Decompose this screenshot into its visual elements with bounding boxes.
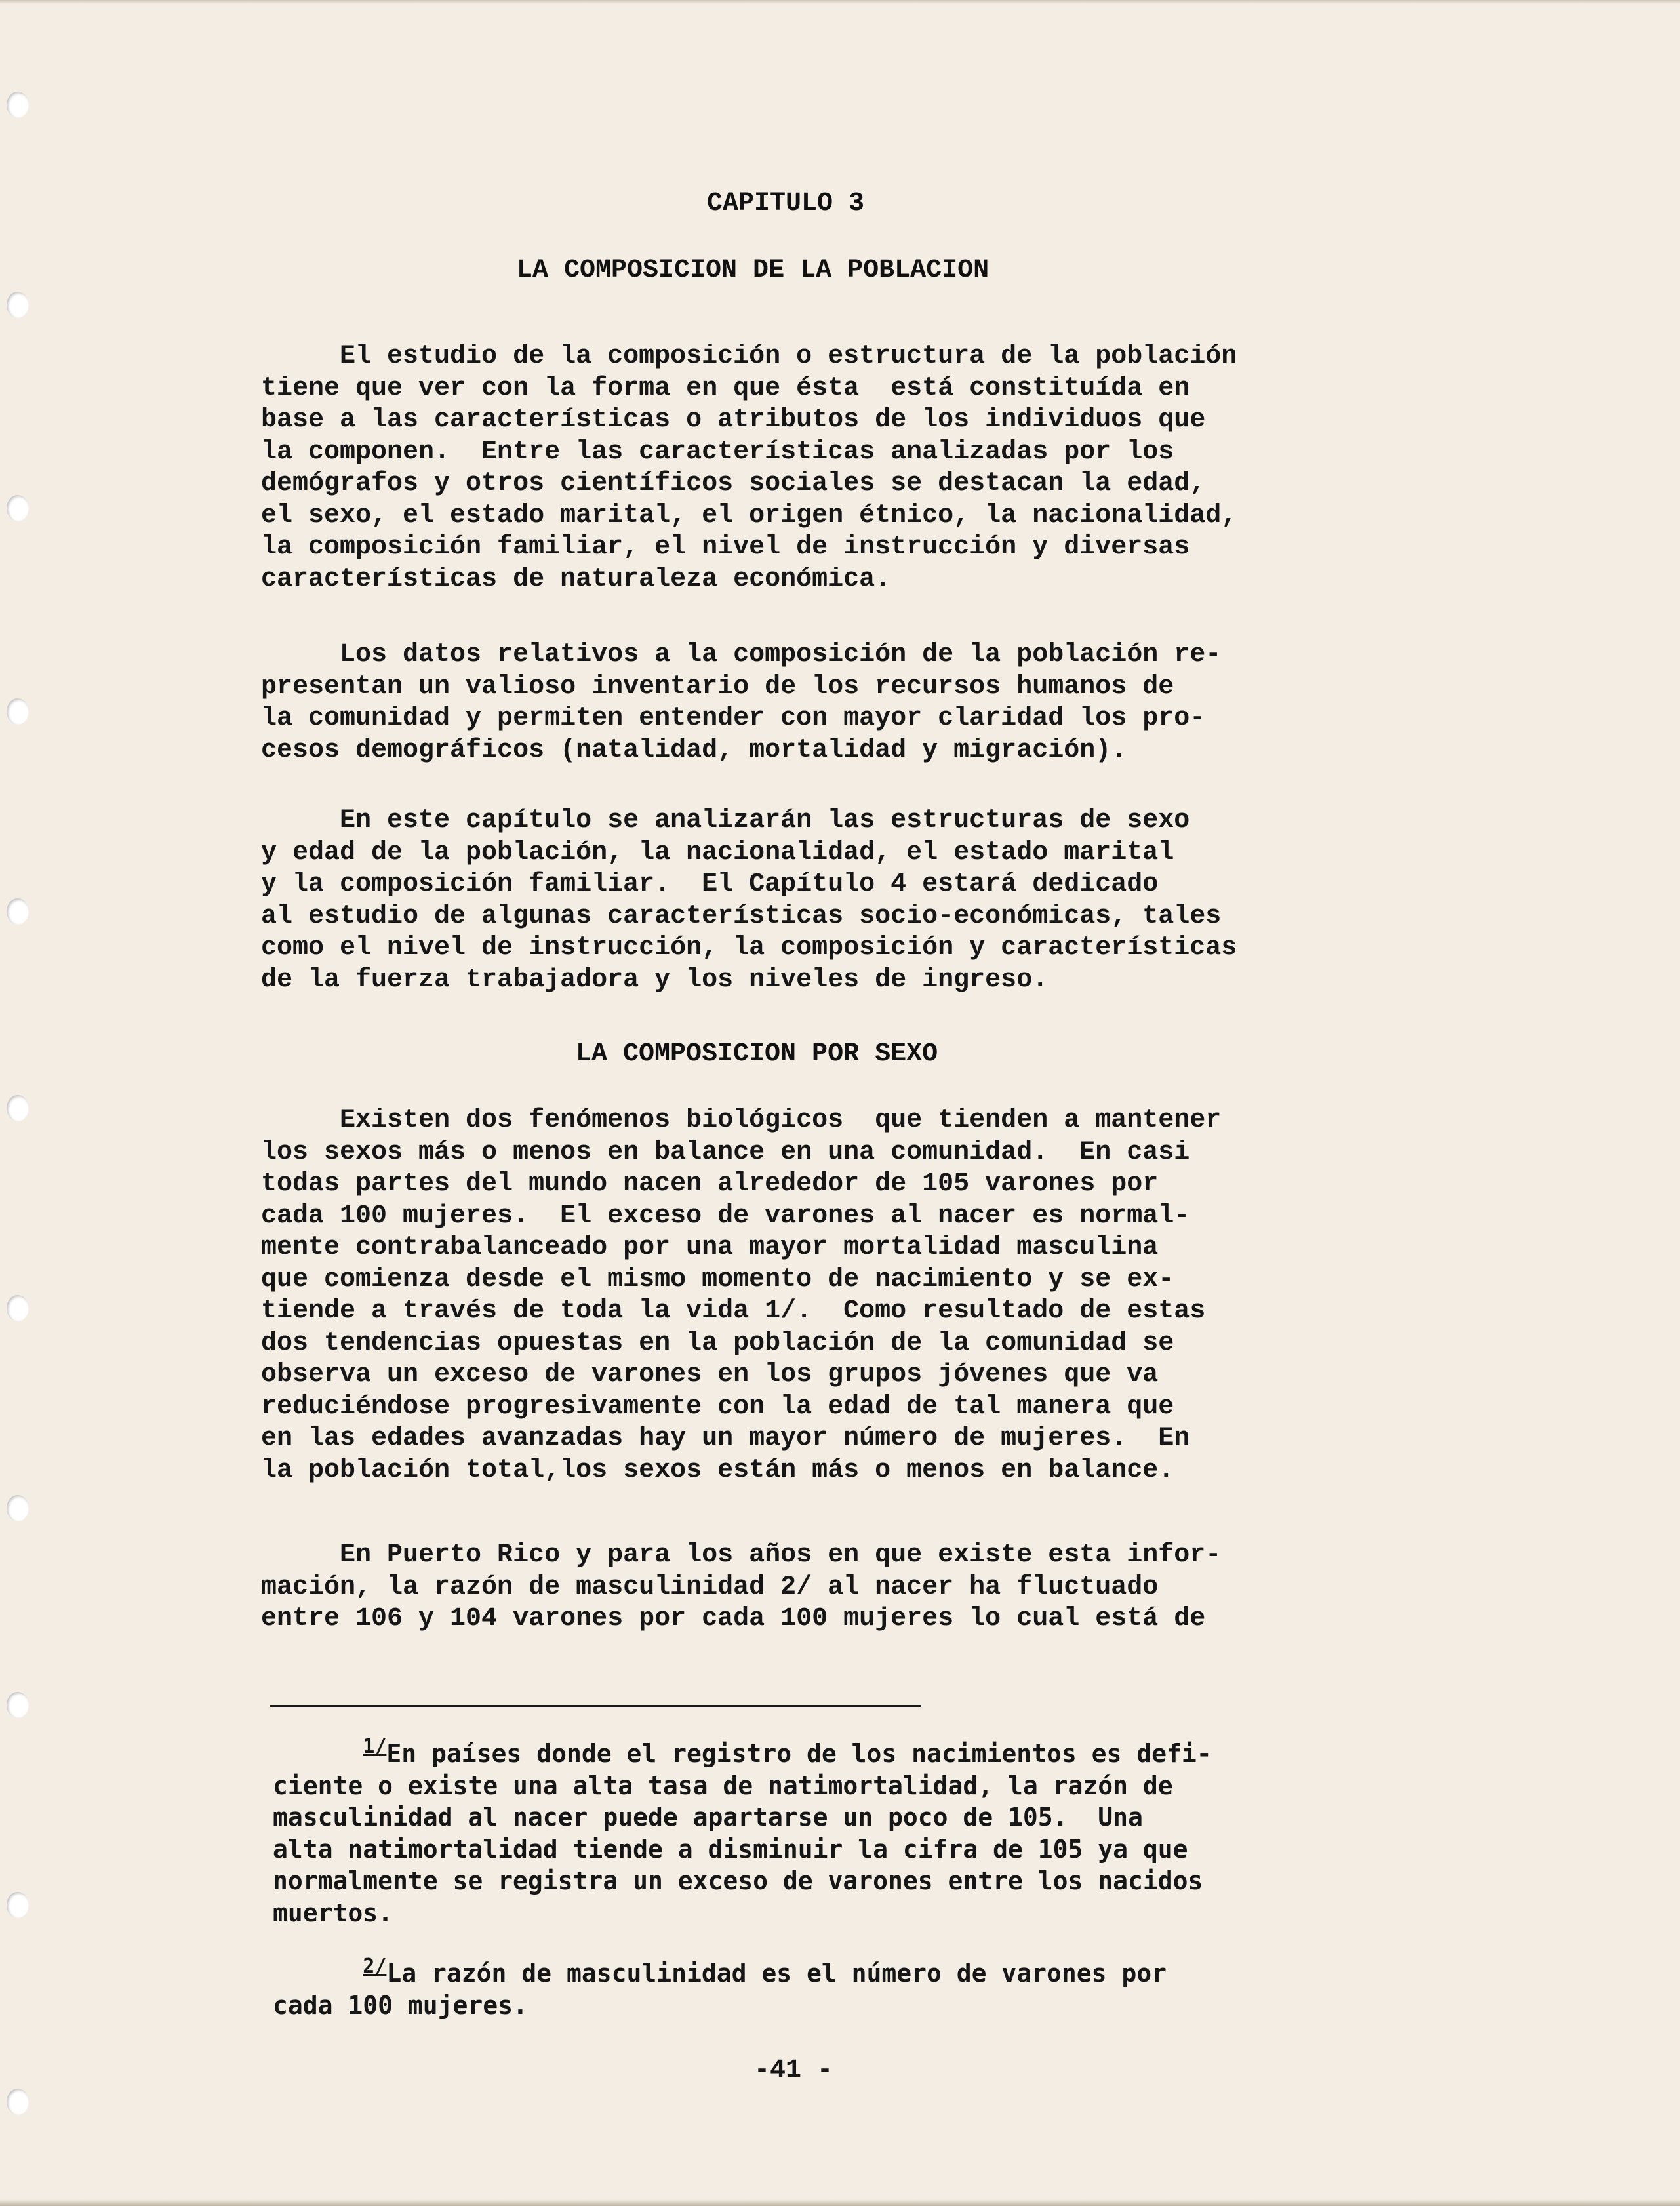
- text-line: alta natimortalidad tiende a disminuir la cifra de 105 ya que: [273, 1834, 1188, 1864]
- section-paragraph-2: [261, 1540, 1494, 1635]
- text-line: reduciéndose progresivamente con la edad de tal manera que: [261, 1392, 1174, 1422]
- text-line: como el nivel de instrucción, la composición y características: [261, 933, 1237, 963]
- binder-hole: [7, 1495, 29, 1521]
- text-line: muertos.: [273, 1898, 393, 1927]
- text-line: características de naturaleza económica.: [261, 564, 891, 594]
- binder-hole: [7, 1692, 29, 1718]
- text-line: tiende a través de toda la vida 1/. Como resultado de estas: [261, 1296, 1206, 1326]
- text-line: demógrafos y otros científicos sociales se destacan la edad,: [261, 469, 1206, 498]
- text-line: mación, la razón de masculinidad 2/ al nacer ha fluctuado: [261, 1572, 1159, 1602]
- text-line: observa un exceso de varones en los grupos jóvenes que va: [261, 1360, 1159, 1390]
- text-line: cada 100 mujeres.: [273, 1990, 528, 2020]
- binder-hole: [7, 1295, 29, 1321]
- text-line: La razón de masculinidad es el número de varones por: [386, 1959, 1167, 1988]
- text-line: la componen. Entre las características analizadas por los: [261, 437, 1174, 467]
- text-line: los sexos más o menos en balance en una comunidad. En casi: [261, 1137, 1190, 1167]
- text-line: ciente o existe una alta tasa de natimortalidad, la razón de: [273, 1771, 1173, 1800]
- section-title: LA COMPOSICION POR SEXO: [576, 1039, 938, 1069]
- page-top-edge: [0, 0, 1680, 4]
- footnote-mark: 2/: [363, 1955, 387, 1978]
- footnote-first-line: [273, 1731, 1506, 1770]
- binder-hole: [7, 2089, 29, 2115]
- footnote-divider: [270, 1705, 921, 1707]
- chapter-label: CAPITULO 3: [707, 189, 865, 218]
- text-line: dos tendencias opuestas en la población de la comunidad se: [261, 1328, 1174, 1358]
- text-line: En este capítulo se analizarán las estructuras de sexo: [261, 806, 1190, 835]
- section-paragraph-1: [261, 1105, 1494, 1487]
- text-line: entre 106 y 104 varones por cada 100 mujeres lo cual está de: [261, 1604, 1206, 1634]
- footnote-2: [273, 1951, 1506, 2021]
- footnote-1: [273, 1731, 1506, 1929]
- binder-hole: [7, 1095, 29, 1121]
- text-line: de la fuerza trabajadora y los niveles de ingreso.: [261, 965, 1049, 995]
- text-line: todas partes del mundo nacen alrededor de 105 varones por: [261, 1169, 1159, 1199]
- text-line: masculinidad al nacer puede apartarse un poco de 105. Una: [273, 1803, 1143, 1832]
- text-line: Los datos relativos a la composición de la población re-: [261, 640, 1222, 670]
- text-line: mente contrabalanceado por una mayor mortalidad masculina: [261, 1233, 1159, 1262]
- paragraph-1: [261, 341, 1494, 595]
- text-line: El estudio de la composición o estructura de la población: [261, 342, 1237, 371]
- text-line: normalmente se registra un exceso de varones entre los nacidos: [273, 1866, 1203, 1895]
- text-line: En Puerto Rico y para los años en que existe esta infor-: [261, 1540, 1222, 1570]
- paragraph-2: [261, 639, 1494, 767]
- text-line: Existen dos fenómenos biológicos que tienden a mantener: [261, 1106, 1222, 1135]
- binder-hole: [7, 1892, 29, 1918]
- text-line: y edad de la población, la nacionalidad, el estado marital: [261, 837, 1174, 868]
- text-line: que comienza desde el mismo momento de nacimiento y se ex-: [261, 1264, 1174, 1294]
- text-line: la composición familiar, el nivel de instrucción y diversas: [261, 532, 1190, 562]
- page-number: -41 -: [754, 2056, 833, 2085]
- footnote-first-line: [273, 1951, 1506, 1990]
- text-line: el sexo, el estado marital, el origen étnico, la nacionalidad,: [261, 500, 1237, 531]
- text-line: tiene que ver con la forma en que ésta está constituída en: [261, 373, 1190, 403]
- text-line: la comunidad y permiten entender con mayor claridad los pro-: [261, 704, 1206, 733]
- binder-hole: [7, 495, 29, 521]
- paragraph-3: [261, 805, 1494, 996]
- binder-hole: [7, 698, 29, 725]
- text-line: base a las características o atributos de los individuos que: [261, 405, 1206, 435]
- footnote-mark: 1/: [363, 1735, 387, 1758]
- text-line: cesos demográficos (natalidad, mortalidad y migración).: [261, 735, 1127, 765]
- text-line: presentan un valioso inventario de los recursos humanos de: [261, 672, 1174, 702]
- binder-hole: [7, 898, 29, 925]
- text-line: cada 100 mujeres. El exceso de varones al nacer es normal-: [261, 1201, 1190, 1231]
- text-line: la población total,los sexos están más o menos en balance.: [261, 1455, 1174, 1485]
- binder-hole: [7, 292, 29, 318]
- page-bottom-edge: [0, 2199, 1680, 2206]
- text-line: en las edades avanzadas hay un mayor número de mujeres. En: [261, 1424, 1190, 1453]
- text-line: al estudio de algunas características socio-económicas, tales: [261, 901, 1222, 931]
- chapter-title: LA COMPOSICION DE LA POBLACION: [517, 256, 990, 285]
- binder-hole: [7, 92, 29, 118]
- text-line: y la composición familiar. El Capítulo 4 estará dedicado: [261, 870, 1159, 899]
- text-line: En países donde el registro de los nacimientos es defi-: [386, 1739, 1212, 1768]
